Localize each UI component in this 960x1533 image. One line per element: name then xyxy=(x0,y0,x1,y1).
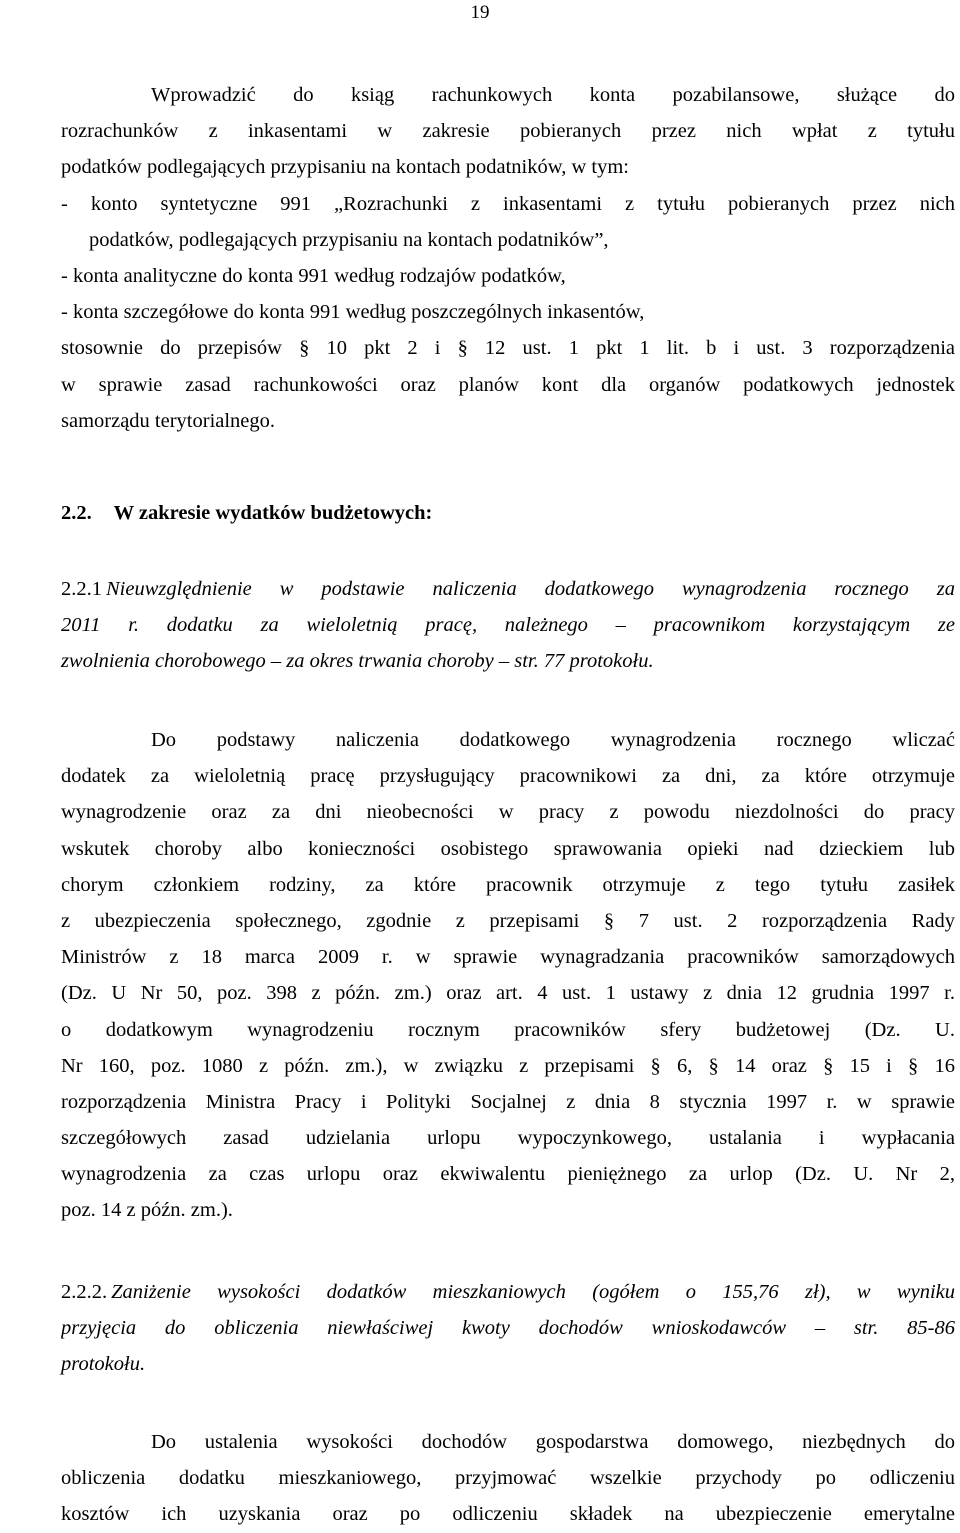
text-line: Do podstawy naliczenia dodatkowego wynagrodzenia rocznego wliczać xyxy=(151,729,955,751)
paragraph-pozabilansowe xyxy=(61,77,955,439)
list-item: - konta analityczne do konta 991 według rodzajów podatków, xyxy=(61,264,566,287)
text-line: wynagrodzenie oraz za dni nieobecności w pracy z powodu niezdolności do pracy xyxy=(61,801,955,824)
text-line: obliczenia dodatku mieszkaniowego, przyjmować wszelkie przychody po odliczeniu xyxy=(61,1467,955,1490)
finding-number: 2.2.2. xyxy=(61,1281,108,1303)
text-line: w sprawie zasad rachunkowości oraz planów kont dla organów podatkowych jednostek xyxy=(61,373,955,396)
text-line: z ubezpieczenia społecznego, zgodnie z przepisami § 7 ust. 2 rozporządzenia Rady xyxy=(61,909,955,932)
text-line: rozrachunków z inkasentami w zakresie pobieranych przez nich wpłat z tytułu xyxy=(61,120,955,143)
text-line: wynagrodzenia za czas urlopu oraz ekwiwalentu pieniężnego za urlop (Dz. U. Nr 2, xyxy=(61,1163,955,1186)
section-heading-2-2 xyxy=(61,495,955,531)
text-line: 2011 r. dodatku za wieloletnią pracę, należnego – pracownikom korzystającym ze xyxy=(61,614,955,637)
text-line: Wprowadzić do ksiąg rachunkowych konta pozabilansowe, służące do xyxy=(151,84,955,106)
list-item: - konta szczegółowe do konta 991 według poszczególnych inkasentów, xyxy=(61,301,645,324)
text-line: stosownie do przepisów § 10 pkt 2 i § 12 ust. 1 pkt 1 lit. b i ust. 3 rozporządzenia xyxy=(61,337,955,360)
section-title: W zakresie wydatków budżetowych: xyxy=(113,502,433,524)
text-line: podatków podlegających przypisaniu na kontach podatników, w tym: xyxy=(61,156,629,179)
finding-2-2-2 xyxy=(61,1274,955,1383)
list-item-continuation: podatków, podlegających przypisaniu na kontach podatników”, xyxy=(89,228,609,251)
text-line: zwolnienia chorobowego – za okres trwania choroby – str. 77 protokołu. xyxy=(61,650,654,673)
text-line: wskutek choroby albo konieczności osobistego sprawowania opieki nad dzieckiem lub xyxy=(61,837,955,860)
paragraph-recommendation-2-2-2 xyxy=(61,1424,955,1533)
text-line: chorym członkiem rodziny, za które pracownik otrzymuje z tego tytułu zasiłek xyxy=(61,873,955,896)
page-number: 19 xyxy=(470,2,490,23)
finding-number: 2.2.1 xyxy=(61,578,102,600)
text-line: rozporządzenia Ministra Pracy i Polityki Socjalnej z dnia 8 stycznia 1997 r. w sprawie xyxy=(61,1090,955,1113)
list-item: - konto syntetyczne 991 „Rozrachunki z inkasentami z tytułu pobieranych przez nich xyxy=(61,192,955,215)
text-line: szczegółowych zasad udzielania urlopu wypoczynkowego, ustalania i wypłacania xyxy=(61,1127,955,1150)
paragraph-recommendation-2-2-1 xyxy=(61,722,955,1229)
text-line: Do ustalenia wysokości dochodów gospodarstwa domowego, niezbędnych do xyxy=(151,1431,955,1453)
text-line: Nr 160, poz. 1080 z późn. zm.), w związku z przepisami § 6, § 14 oraz § 15 i § 16 xyxy=(61,1054,955,1077)
finding-2-2-1 xyxy=(61,571,955,680)
text-line: o dodatkowym wynagrodzeniu rocznym pracowników sfery budżetowej (Dz. U. xyxy=(61,1018,955,1041)
section-number: 2.2. xyxy=(61,502,92,524)
text-line: przyjęcia do obliczenia niewłaściwej kwoty dochodów wnioskodawców – str. 85-86 xyxy=(61,1317,955,1340)
text-line: poz. 14 z późn. zm.). xyxy=(61,1199,233,1222)
text-line: Zaniżenie wysokości dodatków mieszkaniowych (ogółem o 155,76 zł), w wyniku xyxy=(111,1281,955,1303)
text-line: kosztów ich uzyskania oraz po odliczeniu składek na ubezpieczenie emerytalne xyxy=(61,1503,955,1526)
text-line: samorządu terytorialnego. xyxy=(61,409,276,432)
text-line: Ministrów z 18 marca 2009 r. w sprawie wynagradzania pracowników samorządowych xyxy=(61,946,955,969)
text-line: dodatek za wieloletnią pracę przysługujący pracownikowi za dni, za które otrzymuje xyxy=(61,765,955,788)
text-line: protokołu. xyxy=(61,1353,146,1376)
text-line: (Dz. U Nr 50, poz. 398 z późn. zm.) oraz art. 4 ust. 1 ustawy z dnia 12 grudnia 1997 r. xyxy=(61,982,955,1005)
text-line: Nieuwzględnienie w podstawie naliczenia dodatkowego wynagrodzenia rocznego za xyxy=(106,578,955,600)
